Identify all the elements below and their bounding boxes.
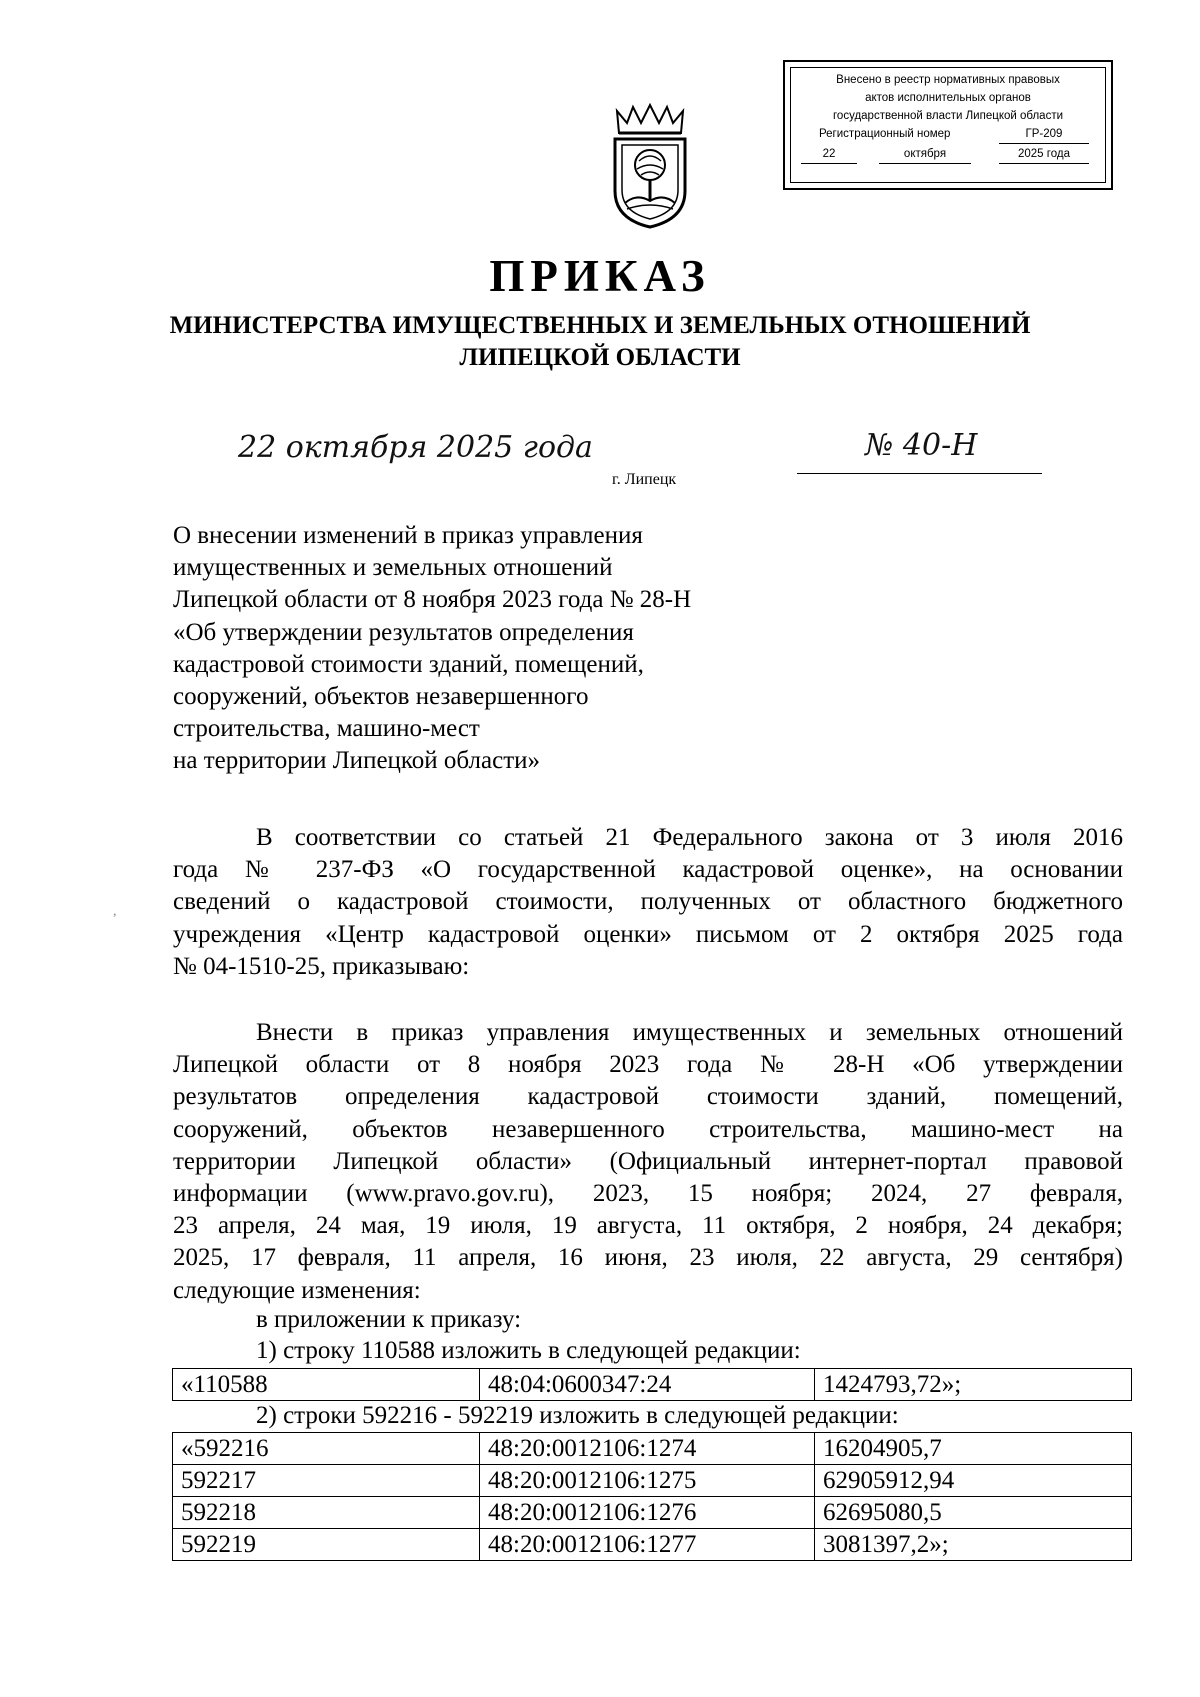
registry-stamp (783, 60, 1113, 190)
paragraph-line: результатов определения кадастровой стоимости зданий, помещений, (173, 1083, 1123, 1111)
subject-line: строительства, машино-мест (173, 715, 480, 743)
table-cell-cadastral-number: 48:20:0012106:1276 (480, 1497, 815, 1529)
table-cell-row-number: «592216 (173, 1433, 480, 1465)
paragraph-line: Внести в приказ управления имущественных и земельных отношений (256, 1019, 1123, 1046)
preamble-paragraph (173, 822, 1123, 983)
table-cell-row-number: 592217 (173, 1465, 480, 1497)
paragraph-line: территории Липецкой области» (Официальный интернет-портал правовой (173, 1147, 1123, 1175)
table-cell-cadastral-value: 62695080,5 (815, 1497, 1132, 1529)
paragraph-line: сооружений, объектов незавершенного строительства, машино-мест на (173, 1115, 1123, 1143)
paragraph-line: 2025, 17 февраля, 11 апреля, 16 июня, 23 июля, 22 августа, 29 сентября) (173, 1244, 1123, 1272)
table-cell-cadastral-number: 48:20:0012106:1275 (480, 1465, 815, 1497)
city-label: г. Липецк (612, 471, 677, 488)
table-cell-cadastral-value: 62905912,94 (815, 1465, 1132, 1497)
subject-line: на территории Липецкой области» (173, 747, 540, 775)
table-cell-row-number: «110588 (173, 1369, 480, 1401)
table-cell-cadastral-value: 16204905,7 (815, 1433, 1132, 1465)
paragraph-line: Липецкой области от 8 ноября 2023 года № 28-Н «Об утверждении (173, 1051, 1123, 1079)
ministry-line-1: МИНИСТЕРСТВА ИМУЩЕСТВЕННЫХ И ЗЕМЕЛЬНЫХ ОТНОШЕНИЙ (169, 312, 1031, 339)
document-title: ПРИКАЗ (489, 251, 711, 301)
registry-stamp-inner (790, 67, 1106, 183)
stamp-date-row (791, 145, 1105, 165)
order-subject (173, 520, 793, 778)
ministry-name (0, 310, 1200, 374)
stamp-reg-row (791, 125, 1105, 145)
stamp-line-1: Внесено в реестр нормативных правовых (836, 74, 1060, 86)
table-row (173, 1465, 1132, 1497)
item-2-label: 2) строки 592216 - 592219 изложить в следующей редакции: (256, 1402, 899, 1429)
table-cell-cadastral-number: 48:04:0600347:24 (480, 1369, 815, 1401)
item-1-label: 1) строку 110588 изложить в следующей редакции: (256, 1337, 801, 1364)
paragraph-line: сведений о кадастровой стоимости, полученных от областного бюджетного (173, 888, 1123, 916)
table-cell-cadastral-number: 48:20:0012106:1277 (480, 1529, 815, 1561)
stamp-month: октября (879, 145, 971, 164)
ministry-line-2: ЛИПЕЦКОЙ ОБЛАСТИ (459, 344, 741, 371)
table-cell-cadastral-value: 1424793,72»; (815, 1369, 1132, 1401)
stamp-day: 22 (801, 145, 857, 164)
table-row (173, 1433, 1132, 1465)
paragraph-line: В соответствии со статьей 21 Федерального закона от 3 июля 2016 (256, 824, 1123, 851)
item-2-table (172, 1432, 1132, 1561)
paragraph-line: года № 237-ФЗ «О государственной кадастровой оценке», на основании (173, 856, 1123, 884)
subject-line: сооружений, объектов незавершенного (173, 683, 589, 711)
appendix-intro: в приложении к приказу: (256, 1306, 522, 1333)
paragraph-line: следующие изменения: (173, 1276, 421, 1304)
table-cell-row-number: 592219 (173, 1529, 480, 1561)
subject-line: О внесении изменений в приказ управления (173, 522, 643, 549)
subject-line: «Об утверждении результатов определения (173, 618, 634, 646)
lipetsk-coat-of-arms-icon (605, 103, 695, 231)
stamp-line-2: актов исполнительных органов (865, 92, 1031, 104)
order-paragraph (173, 1017, 1123, 1307)
table-cell-row-number: 592218 (173, 1497, 480, 1529)
stamp-reg-label: Регистрационный номер (819, 128, 951, 140)
table-cell-cadastral-number: 48:20:0012106:1274 (480, 1433, 815, 1465)
table-cell-cadastral-value: 3081397,2»; (815, 1529, 1132, 1561)
subject-line: имущественных и земельных отношений (173, 554, 613, 582)
paragraph-line: № 04-1510-25, приказываю: (173, 952, 470, 980)
table-row (173, 1529, 1132, 1561)
stamp-reg-number: ГР-209 (999, 125, 1089, 144)
subject-line: кадастровой стоимости зданий, помещений, (173, 650, 644, 678)
subject-line: Липецкой области от 8 ноября 2023 года № 28-Н (173, 586, 692, 614)
handwritten-date: 22 октября 2025 года (238, 430, 593, 465)
table-row (173, 1497, 1132, 1529)
handwritten-number: № 40-Н (865, 428, 978, 463)
scan-mark: , (113, 904, 117, 919)
table-row (173, 1369, 1132, 1401)
item-1-table (172, 1368, 1132, 1401)
number-underline (797, 473, 1042, 474)
paragraph-line: учреждения «Центр кадастровой оценки» письмом от 2 октября 2025 года (173, 920, 1123, 948)
stamp-year: 2025 года (999, 145, 1089, 164)
paragraph-line: 23 апреля, 24 мая, 19 июля, 19 августа, 11 октября, 2 ноября, 24 декабря; (173, 1212, 1123, 1240)
stamp-line-3: государственной власти Липецкой области (832, 110, 1064, 122)
paragraph-line: информации (www.pravo.gov.ru), 2023, 15 ноября; 2024, 27 февраля, (173, 1180, 1123, 1208)
